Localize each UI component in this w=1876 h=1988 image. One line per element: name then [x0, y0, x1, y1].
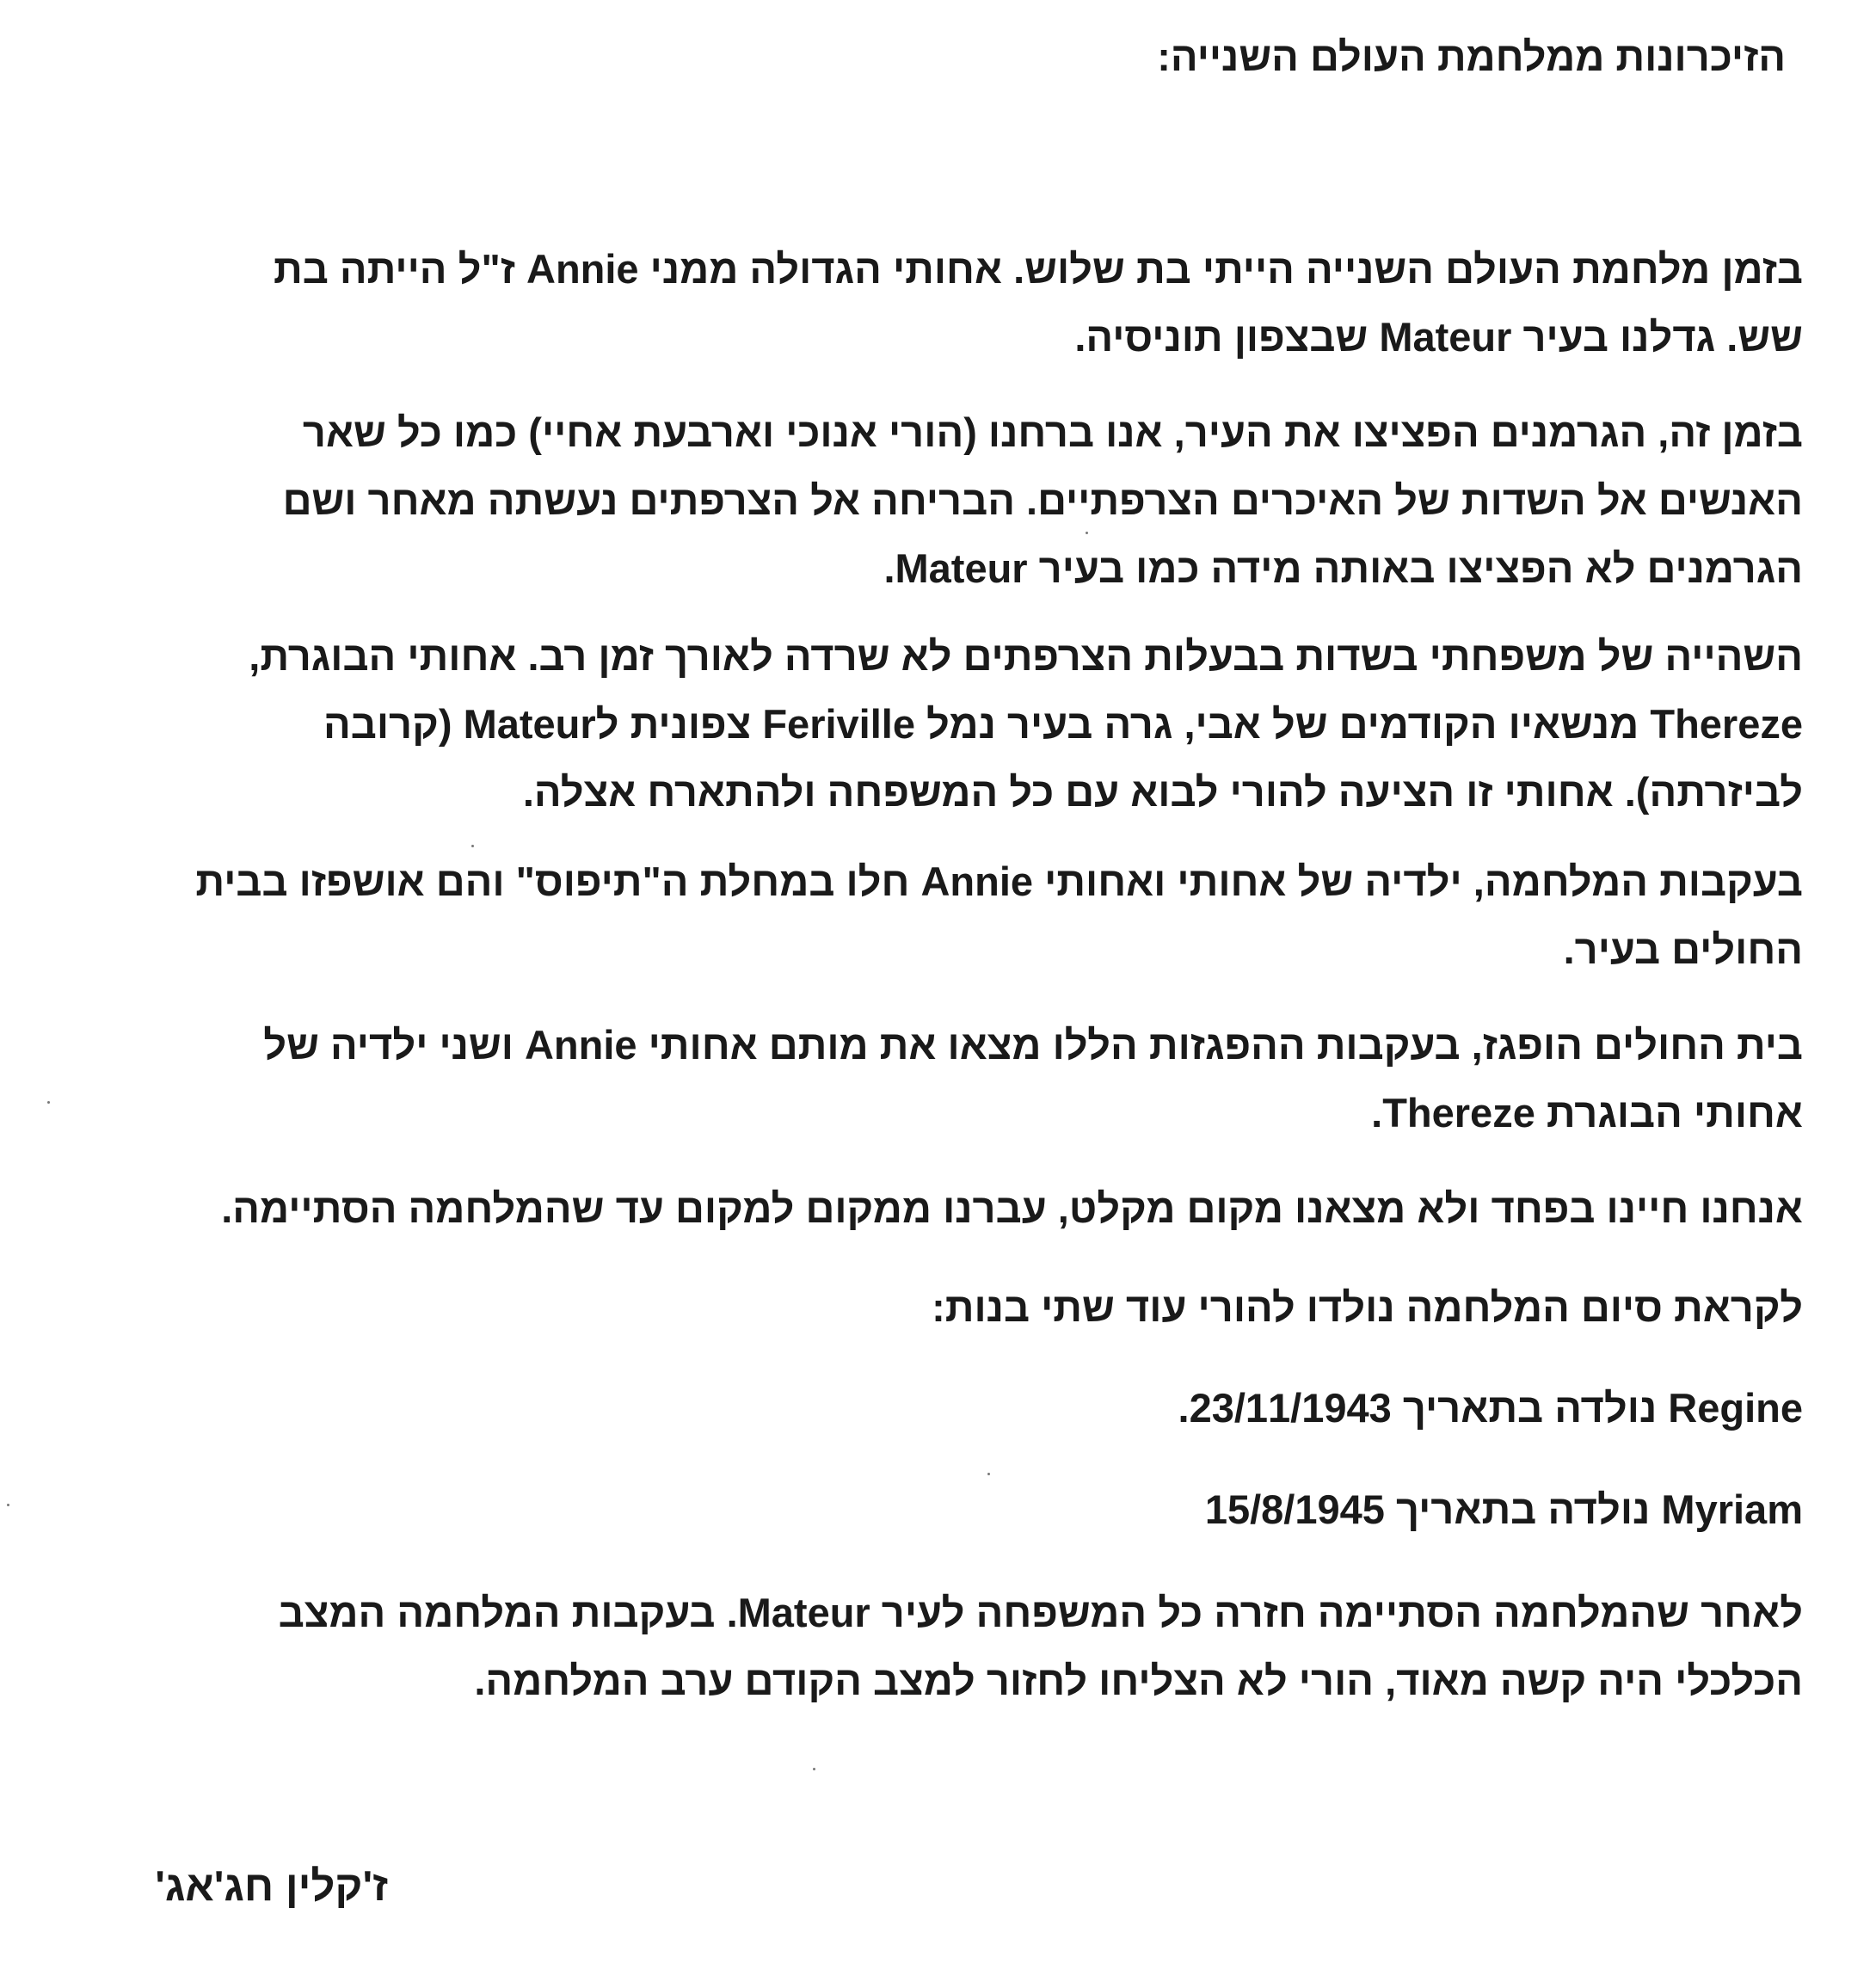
paragraph-line: לאחר שהמלחמה הסתיימה חזרה כל המשפחה לעיר Mateur. בעקבות המלחמה המצב	[278, 1590, 1803, 1635]
paragraph-9	[138, 1475, 1803, 1543]
paragraph-line: החולים בעיר.	[1563, 926, 1803, 972]
paragraph-line: בזמן מלחמת העולם השנייה הייתי בת שלוש. אחותי הגדולה ממני Annie ז"ל הייתה בת	[274, 246, 1803, 292]
scan-speck	[471, 845, 474, 847]
scan-speck	[1086, 532, 1088, 534]
paragraph-line: בית החולים הופגז, בעקבות ההפגזות הללו מצאו את מותם אחותי Annie ושני ילדיה של	[263, 1022, 1803, 1068]
scan-speck	[813, 1768, 815, 1770]
paragraph-line: אנחנו חיינו בפחד ולא מצאנו מקום מקלט, עברנו ממקום למקום עד שהמלחמה הסתיימה.	[221, 1185, 1803, 1231]
paragraph-10	[138, 1579, 1803, 1714]
paragraph-line: אחותי הבוגרת Thereze.	[1371, 1090, 1803, 1136]
paragraph-line: הכלכלי היה קשה מאוד, הורי לא הצליחו לחזור למצב הקודם ערב המלחמה.	[474, 1658, 1803, 1703]
paragraph-line: השהייה של משפחתי בשדות בבעלות הצרפתים לא שרדה לאורך זמן רב. אחותי הבוגרת,	[249, 633, 1803, 679]
scan-speck	[47, 1101, 50, 1104]
paragraph-2	[138, 398, 1803, 602]
paragraph-line: לקראת סיום המלחמה נולדו להורי עוד שתי בנות:	[932, 1284, 1803, 1330]
paragraph-4	[138, 847, 1803, 983]
paragraph-8	[138, 1374, 1803, 1442]
paragraph-line: בעקבות המלחמה, ילדיה של אחותי ואחותי Annie חלו במחלת ה"תיפוס" והם אושפזו בבית	[195, 859, 1803, 904]
paragraph-line: האנשים אל השדות של האיכרים הצרפתיים. הבריחה אל הצרפתים נעשתה מאחר ושם	[282, 477, 1803, 523]
paragraph-1	[138, 235, 1803, 371]
paragraph-line: Myriam נולדה בתאריך 15/8/1945	[1204, 1486, 1803, 1532]
paragraph-5	[138, 1011, 1803, 1147]
signature: ז'קלין חג'אג'	[155, 1863, 388, 1910]
scan-speck	[7, 1504, 9, 1506]
paragraph-line: בזמן זה, הגרמנים הפציצו את העיר, אנו ברחנו (הורי אנוכי וארבעת אחיי) כמו כל שאר	[302, 409, 1803, 455]
paragraph-line: Thereze מנשאיו הקודמים של אבי, גרה בעיר נמל Feriville צפונית לMateur (קרובה	[323, 701, 1803, 747]
paragraph-7	[138, 1273, 1803, 1341]
paragraph-3	[138, 622, 1803, 826]
paragraph-line: שש. גדלנו בעיר Mateur שבצפון תוניסיה.	[1074, 314, 1803, 360]
paragraph-line: Regine נולדה בתאריך 23/11/1943.	[1178, 1385, 1803, 1431]
scan-speck	[987, 1473, 990, 1475]
paragraph-6	[138, 1174, 1803, 1242]
paragraph-line: הגרמנים לא הפציצו באותה מידה כמו בעיר Mateur.	[883, 545, 1803, 591]
document-title: הזיכרונות ממלחמת העולם השנייה:	[1157, 34, 1786, 79]
paragraph-line: לביזרתה). אחותי זו הציעה להורי לבוא עם כל המשפחה ולהתארח אצלה.	[522, 769, 1803, 815]
